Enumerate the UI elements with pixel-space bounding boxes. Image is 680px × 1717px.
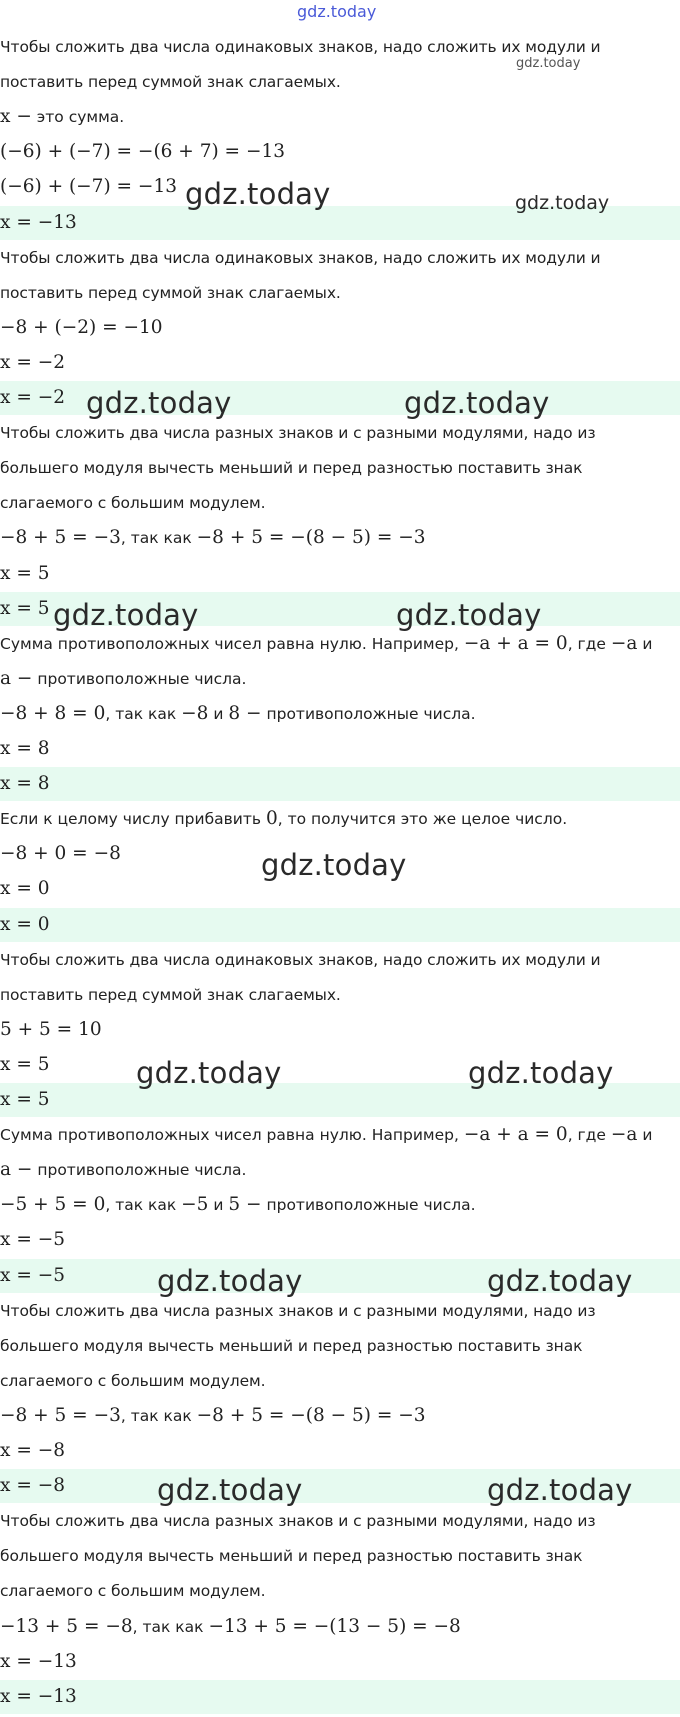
explanation-line (0, 451, 680, 485)
solution-line (0, 1223, 680, 1257)
rule-text: поставить перед суммой знак слагаемых. (0, 986, 341, 1004)
answer-line (0, 1469, 680, 1503)
solution-line (0, 100, 680, 134)
text-fragment: и (208, 1196, 229, 1214)
solution-line (0, 1434, 680, 1468)
text-fragment: Сумма противоположных чисел равна нулю. Например, (0, 1126, 464, 1144)
solution-line (0, 1399, 680, 1433)
text-fragment: противоположные числа. (32, 1161, 247, 1179)
solution-line (0, 346, 680, 380)
rule-text: Чтобы сложить два числа одинаковых знаков, надо сложить их модули и (0, 38, 601, 56)
watermark: gdz.today (487, 1473, 633, 1507)
math-expression: a − (0, 668, 33, 689)
text-fragment: , так как (132, 1618, 209, 1636)
answer-expression: x = −13 (0, 1686, 77, 1707)
math-expression: −a + a = 0 (463, 633, 568, 654)
rule-text: большего модуля вычесть меньший и перед разностью поставить знак (0, 459, 583, 477)
answer-line (0, 592, 680, 626)
math-expression: x = 5 (0, 1054, 50, 1075)
math-expression: x = −13 (0, 1651, 77, 1672)
watermark: gdz.today (157, 1473, 303, 1507)
math-expression: x − (0, 106, 32, 127)
answer-expression: x = −13 (0, 212, 77, 233)
answer-expression: x = 5 (0, 1089, 50, 1110)
math-expression: −8 (181, 703, 209, 724)
rule-text: поставить перед суммой знак слагаемых. (0, 284, 341, 302)
rule-text: Чтобы сложить два числа одинаковых знаков, надо сложить их модули и (0, 249, 601, 267)
watermark: gdz.today (86, 386, 232, 420)
rule-text: Чтобы сложить два числа разных знаков и с разными модулями, надо из (0, 1302, 596, 1320)
math-expression: −a (610, 1124, 638, 1145)
answer-line (0, 1083, 680, 1117)
rule-text: слагаемого с большим модулем. (0, 1582, 266, 1600)
text-fragment: , то получится это же целое число. (277, 810, 568, 828)
rule-text: большего модуля вычесть меньший и перед разностью поставить знак (0, 1337, 583, 1355)
math-expression: 5 + 5 = 10 (0, 1019, 102, 1040)
solution-line (0, 1118, 680, 1152)
explanation-line (0, 1574, 680, 1608)
math-expression: x = −2 (0, 352, 65, 373)
explanation-line (0, 416, 680, 450)
solution-line (0, 1153, 680, 1187)
math-expression: 5 − (228, 1194, 262, 1215)
math-expression: −5 + 5 = 0 (0, 1194, 106, 1215)
rule-text: Чтобы сложить два числа разных знаков и с разными модулями, надо из (0, 1512, 596, 1530)
solution-line (0, 697, 680, 731)
text-fragment: противоположные числа. (32, 670, 247, 688)
math-expression: a − (0, 1159, 33, 1180)
rule-text: поставить перед суммой знак слагаемых. (0, 73, 341, 91)
math-expression: x = −5 (0, 1229, 65, 1250)
explanation-line (0, 943, 680, 977)
solution-line (0, 1048, 680, 1082)
watermark: gdz.today (468, 1056, 614, 1090)
math-expression: −13 + 5 = −8 (0, 1616, 133, 1637)
math-expression: (−6) + (−7) = −(6 + 7) = −13 (0, 141, 285, 162)
watermark: gdz.today (53, 598, 199, 632)
solution-line (0, 521, 680, 555)
explanation-line (0, 978, 680, 1012)
watermark: gdz.today (515, 192, 610, 214)
watermark: gdz.today (404, 386, 550, 420)
math-expression: 0 (265, 808, 278, 829)
answer-expression: x = 0 (0, 914, 50, 935)
math-expression: −8 + 5 = −3 (0, 1405, 121, 1426)
math-expression: −13 + 5 = −(13 − 5) = −8 (208, 1616, 461, 1637)
solution-line (0, 1645, 680, 1679)
solution-line (0, 802, 680, 836)
text-fragment: Сумма противоположных чисел равна нулю. Например, (0, 635, 464, 653)
text-fragment: , так как (120, 1407, 197, 1425)
answer-expression: x = −2 (0, 387, 65, 408)
watermark: gdz.today (136, 1056, 282, 1090)
text-fragment: это сумма. (31, 108, 125, 126)
solution-line (0, 837, 680, 871)
text-fragment: Если к целому числу прибавить (0, 810, 266, 828)
math-expression: (−6) + (−7) = −13 (0, 176, 177, 197)
solution-line (0, 1188, 680, 1222)
math-expression: −a (610, 633, 638, 654)
explanation-line (0, 65, 680, 99)
solution-line (0, 627, 680, 661)
solution-line (0, 170, 680, 204)
explanation-line (0, 1329, 680, 1363)
text-fragment: противоположные числа. (261, 705, 476, 723)
answer-line (0, 206, 680, 240)
answer-expression: x = 8 (0, 773, 50, 794)
watermark-top: gdz.today (297, 2, 377, 21)
math-expression: −8 + 5 = −(8 − 5) = −3 (196, 527, 426, 548)
rule-text: большего модуля вычесть меньший и перед разностью поставить знак (0, 1547, 583, 1565)
solution-line (0, 557, 680, 591)
explanation-line (0, 241, 680, 275)
math-expression: −8 + (−2) = −10 (0, 317, 163, 338)
watermark: gdz.today (261, 848, 407, 882)
solution-line (0, 732, 680, 766)
answer-expression: x = 5 (0, 598, 50, 619)
text-fragment: , так как (120, 529, 197, 547)
text-fragment: и (637, 635, 653, 653)
watermark: gdz.today (516, 56, 581, 71)
rule-text: слагаемого с большим модулем. (0, 494, 266, 512)
text-fragment: и (637, 1126, 653, 1144)
explanation-line (0, 1294, 680, 1328)
math-expression: −8 + 0 = −8 (0, 843, 121, 864)
text-fragment: , так как (105, 1196, 182, 1214)
answer-expression: x = −5 (0, 1265, 65, 1286)
solution-line (0, 135, 680, 169)
answer-expression: x = −8 (0, 1475, 65, 1496)
solution-line (0, 1013, 680, 1047)
explanation-line (0, 276, 680, 310)
text-fragment: противоположные числа. (261, 1196, 476, 1214)
answer-line (0, 381, 680, 415)
answer-line (0, 1680, 680, 1714)
explanation-line (0, 1504, 680, 1538)
answer-line (0, 908, 680, 942)
math-expression: x = −8 (0, 1440, 65, 1461)
rule-text: Чтобы сложить два числа одинаковых знаков, надо сложить их модули и (0, 951, 601, 969)
math-expression: −5 (181, 1194, 209, 1215)
solution-line (0, 1610, 680, 1644)
solution-line (0, 662, 680, 696)
math-expression: −8 + 5 = −(8 − 5) = −3 (196, 1405, 426, 1426)
answer-line (0, 767, 680, 801)
explanation-line (0, 30, 680, 64)
explanation-line (0, 1539, 680, 1573)
watermark: gdz.today (157, 1264, 303, 1298)
rule-text: слагаемого с большим модулем. (0, 1372, 266, 1390)
math-expression: x = 8 (0, 738, 50, 759)
watermark: gdz.today (396, 598, 542, 632)
solution-line (0, 311, 680, 345)
rule-text: Чтобы сложить два числа разных знаков и с разными модулями, надо из (0, 424, 596, 442)
text-fragment: и (208, 705, 229, 723)
watermark: gdz.today (185, 177, 331, 211)
math-expression: −8 + 5 = −3 (0, 527, 121, 548)
math-expression: x = 5 (0, 563, 50, 584)
watermark: gdz.today (487, 1264, 633, 1298)
text-fragment: , где (567, 1126, 611, 1144)
explanation-line (0, 1364, 680, 1398)
answer-line (0, 1259, 680, 1293)
math-expression: x = 0 (0, 878, 50, 899)
text-fragment: , так как (105, 705, 182, 723)
solution-line (0, 872, 680, 906)
math-expression: −a + a = 0 (463, 1124, 568, 1145)
text-fragment: , где (567, 635, 611, 653)
math-expression: 8 − (228, 703, 262, 724)
explanation-line (0, 486, 680, 520)
math-expression: −8 + 8 = 0 (0, 703, 106, 724)
